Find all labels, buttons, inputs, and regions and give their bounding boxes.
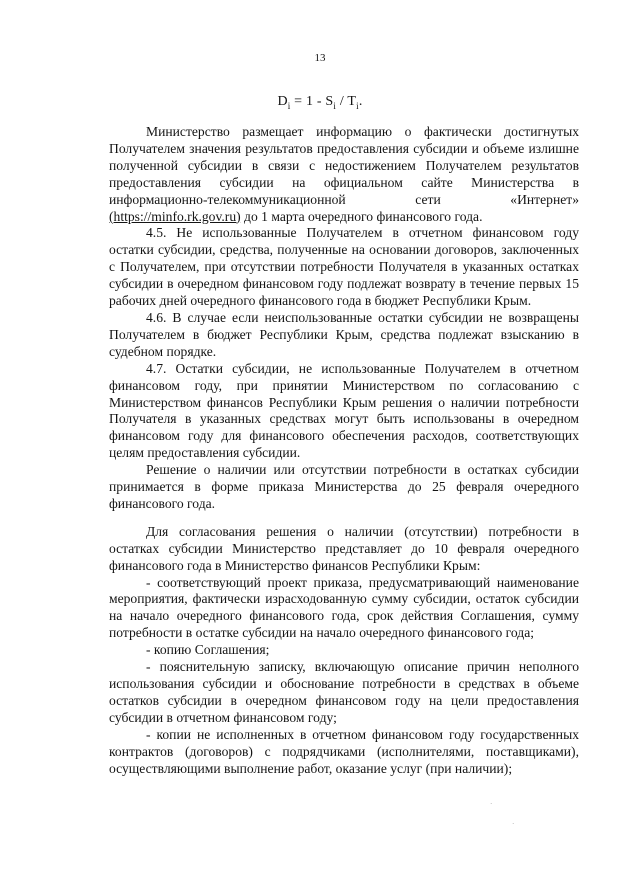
- body-text: [109, 124, 579, 777]
- page-number: 13: [314, 52, 326, 64]
- list-item: - копию Соглашения;: [146, 642, 270, 658]
- formula: [0, 94, 640, 111]
- paragraph: Решение о наличии или отсутствии потребности в остатках субсидии принимается в форме приказа Министерства до 25 февраля очередного финансового года.: [109, 462, 579, 511]
- paragraph: [109, 124, 579, 225]
- list-item: - пояснительную записку, включающую описание причин неполного использования субсидии и обоснование потребности в средствах в объеме остатков субсидии в очередном финансовом году на цели предоставления субсидии в отчетном финансовом году;: [109, 659, 579, 725]
- list-item: - копии не исполненных в отчетном финансовом году государственных контрактов (договоров) с подрядчиками (исполнителями, поставщиками), осуществляющими выполнение работ, оказание услуг (при наличии);: [109, 726, 579, 776]
- paragraph-text: Министерство размещает информацию о фактически достигнутых Получателем значения результатов предоставления субсидии и объеме излишне полученной субсидии в связи с недостижением Получателем результатов предоставления субсидии на официальном сайте Министерства в информационно-телекоммуникационной сети «Интернет»: [109, 124, 579, 207]
- formula-sub: i: [333, 100, 337, 111]
- formula-sub: i: [287, 100, 291, 111]
- scan-speck: ·: [512, 820, 515, 828]
- formula-lhs: D: [277, 94, 288, 109]
- paragraph: 4.5. Не использованные Получателем в отчетном финансовом году остатки субсидии, средства, полученные на основании договоров, заключенных с Получателем, при отсутствии потребности Получателя в указанных остатках субсидии в очередном финансовом году подлежат возврату в течение первых 15 рабочих дней очередного финансового года в бюджет Республики Крым.: [109, 225, 579, 309]
- formula-sub: i: [356, 100, 359, 111]
- paragraph: Для согласования решения о наличии (отсутствии) потребности в остатках субсидии Министерство представляет до 10 февраля очередного финансового года в Министерство финансов Республики Крым:: [109, 523, 579, 573]
- formula-end: .: [358, 94, 363, 109]
- formula-slash: / T: [336, 94, 357, 109]
- website-link[interactable]: (https://minfo.rk.gov.ru): [109, 208, 241, 224]
- list-item: - соответствующий проект приказа, предусматривающий наименование мероприятия, фактически израсходованную сумму субсидии, остаток субсидии на начало очередного финансового года, срок действия Соглашения, сумму потребности в остатке субсидии на начало очередного финансового года;: [109, 574, 579, 641]
- scan-speck: ·: [490, 800, 493, 808]
- formula-mid: = 1 - S: [290, 94, 334, 109]
- paragraph: 4.7. Остатки субсидии, не использованные Получателем в отчетном финансовом году, при принятии Министерством по согласованию с Министерством финансов Республики Крым решения о наличии потребности Получателя в указанных средствах могут быть использованы в очередном финансовом году для финансового обеспечения расходов, соответствующих целям предоставления субсидии.: [109, 360, 579, 461]
- paragraph: 4.6. В случае если неиспользованные остатки субсидии не возвращены Получателем в бюджет Республики Крым, средства подлежат взысканию в судебном порядке.: [109, 309, 579, 359]
- paragraph-text-tail: до 1 марта очередного финансового года.: [240, 208, 483, 224]
